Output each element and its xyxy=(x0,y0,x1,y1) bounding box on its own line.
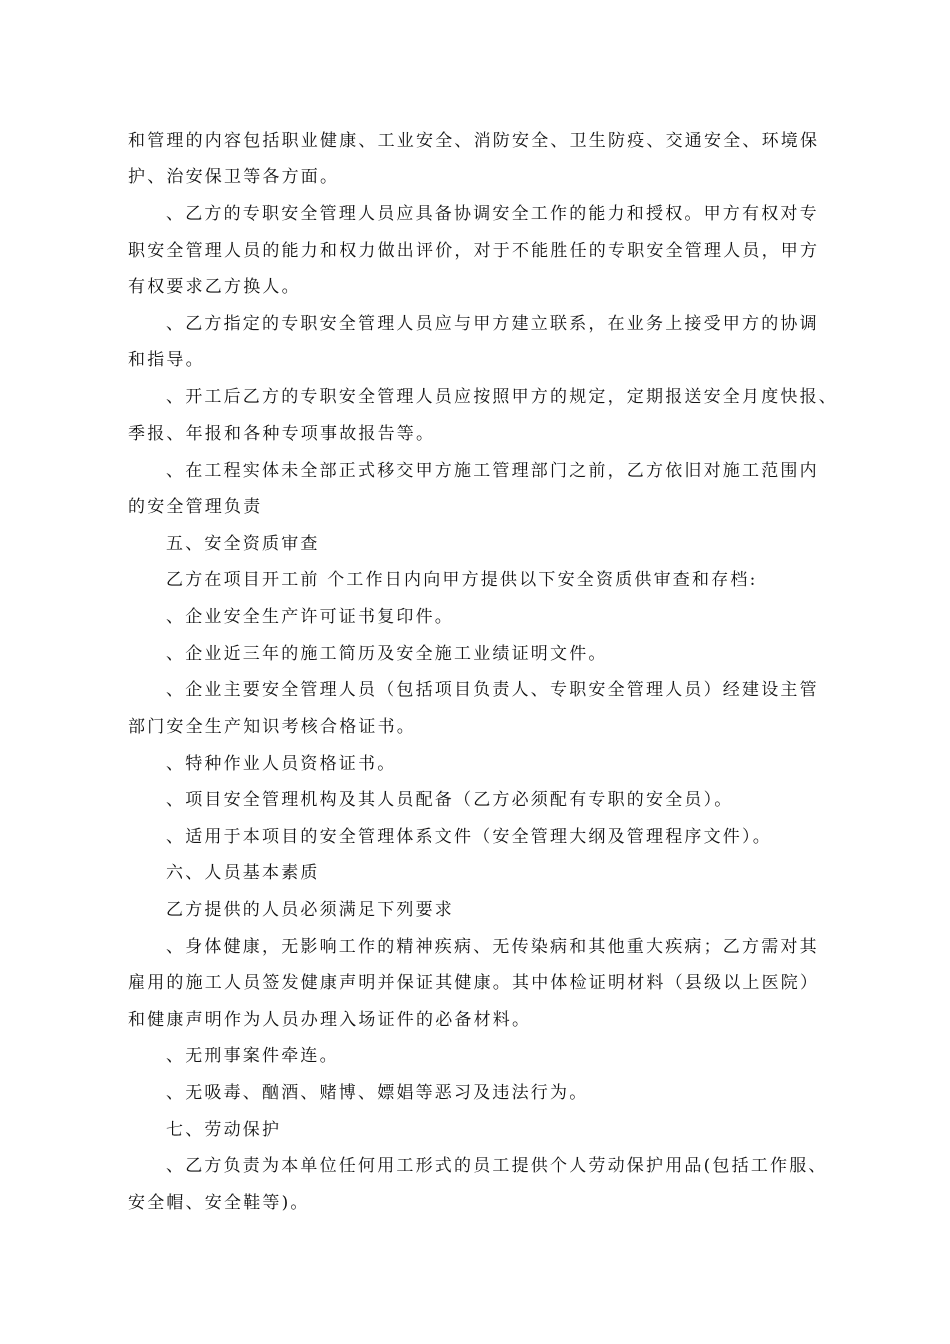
text-line: 职安全管理人员的能力和权力做出评价，对于不能胜任的专职安全管理人员，甲方 xyxy=(128,241,820,261)
text-line: 和指导。 xyxy=(128,350,205,370)
list-item: 、适用于本项目的安全管理体系文件（安全管理大纲及管理程序文件）。 xyxy=(166,827,772,847)
text-line: 护、治安保卫等各方面。 xyxy=(128,167,340,187)
list-item: 、企业主要安全管理人员（包括项目负责人、专职安全管理人员）经建设主管 xyxy=(166,680,819,700)
text-line: 雇用的施工人员签发健康声明并保证其健康。其中体检证明材料（县级以上医院） xyxy=(128,973,820,993)
list-item: 、特种作业人员资格证书。 xyxy=(166,754,397,774)
text-line: 、在工程实体未全部正式移交甲方施工管理部门之前，乙方依旧对施工范围内 xyxy=(166,461,819,481)
text-line: 部门安全生产知识考核合格证书。 xyxy=(128,717,416,737)
list-item: 、乙方负责为本单位任何用工形式的员工提供个人劳动保护用品(包括工作服、 xyxy=(166,1156,828,1176)
list-item: 、无刑事案件牵连。 xyxy=(166,1046,339,1066)
text-line: 乙方提供的人员必须满足下列要求 xyxy=(166,900,454,920)
text-line: 、乙方指定的专职安全管理人员应与甲方建立联系，在业务上接受甲方的协调 xyxy=(166,314,819,334)
list-item: 、身体健康，无影响工作的精神疾病、无传染病和其他重大疾病；乙方需对其 xyxy=(166,937,819,957)
text-line: 的安全管理负责 xyxy=(128,497,263,517)
list-item: 、企业近三年的施工简历及安全施工业绩证明文件。 xyxy=(166,644,608,664)
text-line: 、乙方的专职安全管理人员应具备协调安全工作的能力和授权。甲方有权对专 xyxy=(166,204,819,224)
section-heading: 七、劳动保护 xyxy=(166,1120,282,1140)
list-item: 、无吸毒、酗酒、赌博、嫖娼等恶习及违法行为。 xyxy=(166,1083,589,1103)
list-item: 、企业安全生产许可证书复印件。 xyxy=(166,607,454,627)
text-line: 和健康声明作为人员办理入场证件的必备材料。 xyxy=(128,1010,532,1030)
text-line: 有权要求乙方换人。 xyxy=(128,277,301,297)
text-line: 乙方在项目开工前 个工作日内向甲方提供以下安全资质供审查和存档: xyxy=(166,570,758,590)
text-line: 安全帽、安全鞋等)。 xyxy=(128,1193,310,1213)
section-heading: 五、安全资质审查 xyxy=(166,534,320,554)
section-heading: 六、人员基本素质 xyxy=(166,863,320,883)
text-line: 和管理的内容包括职业健康、工业安全、消防安全、卫生防疫、交通安全、环境保 xyxy=(128,131,820,151)
text-line: 季报、年报和各种专项事故报告等。 xyxy=(128,424,436,444)
text-line: 、开工后乙方的专职安全管理人员应按照甲方的规定，定期报送安全月度快报、 xyxy=(166,387,838,407)
list-item: 、项目安全管理机构及其人员配备（乙方必须配有专职的安全员）。 xyxy=(166,790,734,810)
